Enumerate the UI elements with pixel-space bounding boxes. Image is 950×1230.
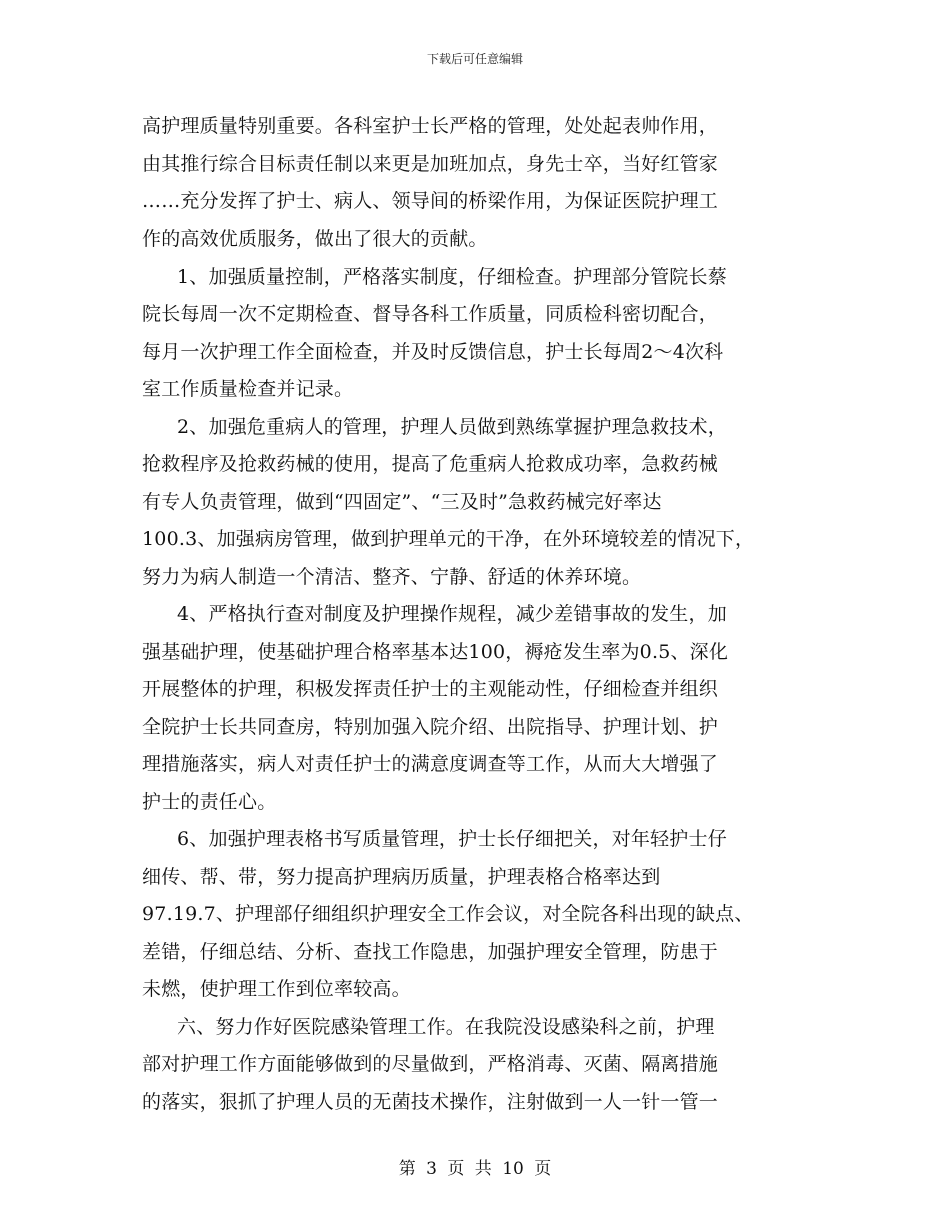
- text-line: 理措施落实，病人对责任护士的满意度调查等工作，从而大大增强了: [142, 753, 719, 775]
- text-line: 的落实，狠抓了护理人员的无菌技术操作，注射做到一人一针一管一: [142, 1091, 719, 1113]
- text-line: 室工作质量检查并记录。: [142, 378, 354, 400]
- text-line: 4、严格执行查对制度及护理操作规程，减少差错事故的发生，加: [177, 603, 727, 625]
- text-line: 细传、帮、带，努力提高护理病历质量，护理表格合格率达到: [142, 866, 661, 888]
- text-line: 努力为病人制造一个清洁、整齐、宁静、舒适的休养环境。: [142, 566, 642, 588]
- text-line: 作的高效优质服务，做出了很大的贡献。: [142, 228, 488, 250]
- text-line: 强基础护理，使基础护理合格率基本达100，褥疮发生率为0.5、深化: [142, 641, 729, 663]
- text-line: 院长每周一次不定期检查、督导各科工作质量，同质检科密切配合，: [142, 303, 719, 325]
- text-line: 全院护士长共同查房，特别加强入院介绍、出院指导、护理计划、护: [142, 716, 719, 738]
- text-line: 高护理质量特别重要。各科室护士长严格的管理，处处起表帅作用，: [142, 115, 719, 137]
- text-line: 100.3、加强病房管理，做到护理单元的干净，在外环境较差的情况下，: [142, 528, 755, 550]
- text-line: 开展整体的护理，积极发挥责任护士的主观能动性，仔细检查并组织: [142, 678, 719, 700]
- text-line: 2、加强危重病人的管理，护理人员做到熟练掌握护理急救技术，: [177, 416, 727, 438]
- page-header: 下载后可任意编辑: [426, 52, 523, 66]
- text-line: 有专人负责管理，做到“四固定”、“三及时”急救药械完好率达: [142, 491, 662, 513]
- text-line: 由其推行综合目标责任制以来更是加班加点，身先士卒，当好红管家: [142, 153, 719, 175]
- text-line: 97.19.7、护理部仔细组织护理安全工作会议，对全院各科出现的缺点、: [142, 903, 754, 925]
- text-line: 抢救程序及抢救药械的使用，提高了危重病人抢救成功率，急救药械: [142, 453, 719, 475]
- text-line: 1、加强质量控制，严格落实制度，仔细检查。护理部分管院长蔡: [177, 266, 727, 288]
- page-footer: 第 3 页 共 10 页: [398, 1159, 552, 1179]
- text-line: 每月一次护理工作全面检查，并及时反馈信息，护士长每周2～4次科: [142, 341, 724, 363]
- text-line: ……充分发挥了护士、病人、领导间的桥梁作用，为保证医院护理工: [142, 190, 719, 212]
- text-line: 部对护理工作方面能够做到的尽量做到，严格消毒、灭菌、隔离措施: [142, 1053, 719, 1075]
- text-line: 差错，仔细总结、分析、查找工作隐患，加强护理安全管理，防患于: [142, 941, 719, 963]
- text-line: 未燃，使护理工作到位率较高。: [142, 978, 411, 1000]
- text-line: 6、加强护理表格书写质量管理，护士长仔细把关，对年轻护士仔: [177, 828, 727, 850]
- text-line: 六、努力作好医院感染管理工作。在我院没设感染科之前，护理: [177, 1016, 715, 1038]
- text-line: 护士的责任心。: [142, 791, 277, 813]
